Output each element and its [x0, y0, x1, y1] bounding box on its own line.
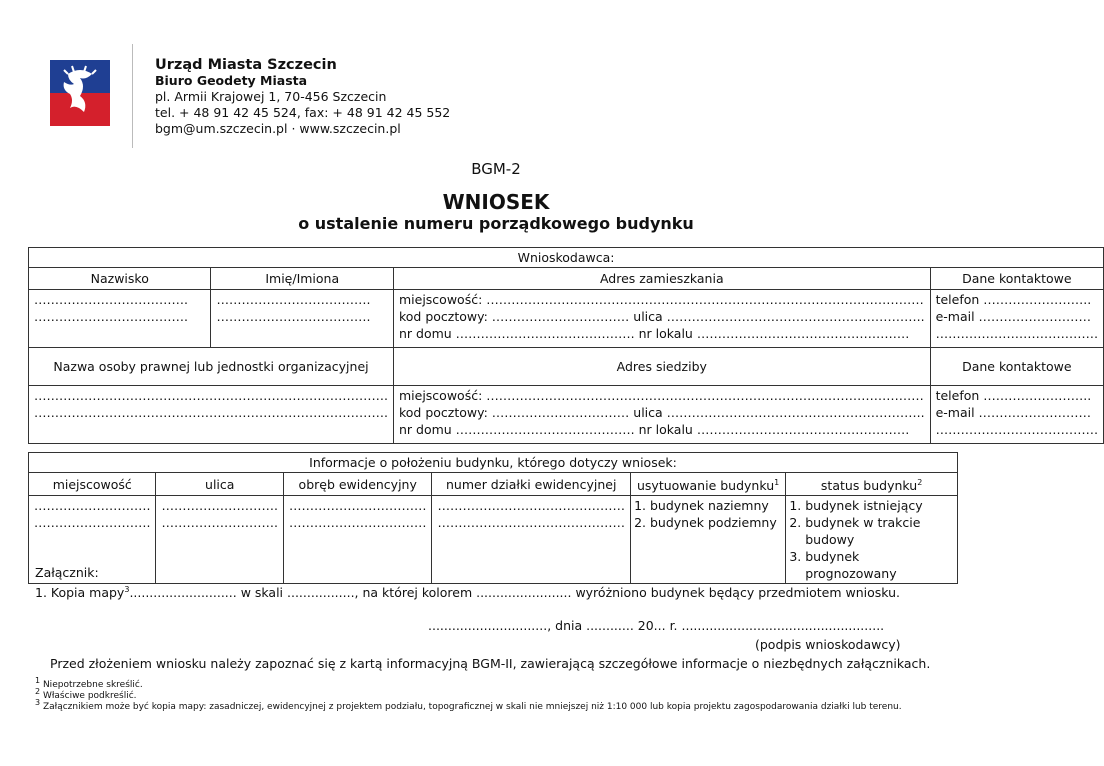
- col-address: Adres zamieszkania: [393, 268, 930, 290]
- contact-field[interactable]: telefon …………………….. e-mail ……………………… …………………………………: [930, 290, 1104, 348]
- col-contact-2: Dane kontaktowe: [930, 348, 1104, 386]
- building-header: Informacje o położeniu budynku, którego dotyczy wniosek:: [29, 453, 958, 473]
- col-district: obręb ewidencyjny: [283, 473, 432, 496]
- name-field[interactable]: ………………………………. ……………………………….: [211, 290, 394, 348]
- office-address: pl. Armii Krajowej 1, 70-456 Szczecin: [155, 89, 387, 104]
- col-surname: Nazwisko: [29, 268, 211, 290]
- surname-field[interactable]: ………………………………. ……………………………….: [29, 290, 211, 348]
- col-street: ulica: [156, 473, 283, 496]
- applicant-header: Wnioskodawca:: [29, 248, 1104, 268]
- option-under-construction[interactable]: 2. budynek w trakcie budowy: [805, 514, 952, 548]
- option-planned[interactable]: 3. budynek prognozowany: [805, 548, 952, 582]
- attachment-label: Załącznik:: [35, 565, 99, 580]
- residence-address-field[interactable]: miejscowość: …………………………………………………………………………………………… kod pocztowy: …………………………… ulica …………………………………………………….. nr domu ……………………………………. nr lokalu ……………………………………………: [393, 290, 930, 348]
- district-field[interactable]: …………………………… ……………………………: [283, 496, 432, 584]
- col-plot: numer działki ewidencyjnej: [432, 473, 631, 496]
- info-note: Przed złożeniem wniosku należy zapoznać się z kartą informacyjną BGM-II, zawierającą szczegółowe informacje o niezbędnych załącznikach.: [50, 656, 931, 671]
- signature-caption: (podpis wnioskodawcy): [755, 637, 901, 652]
- footnote-2: $^2$ Właściwe podkreślić.: [35, 687, 137, 701]
- attachment-item: 1. Kopia mapy$^3$........................... w skali ................., na której kolorem ........................ wyróżniono budynek będący przedmiotem wniosku.: [35, 585, 901, 601]
- contact-field-2[interactable]: telefon …………………….. e-mail ……………………… …………………………………: [930, 386, 1104, 444]
- form-title: WNIOSEK: [442, 190, 550, 214]
- signature-line[interactable]: .............................., dnia ............ 20... r. ...................................................: [428, 618, 885, 633]
- col-contact: Dane kontaktowe: [930, 268, 1104, 290]
- footnote-3: $^3$ Załącznikiem może być kopia mapy: zasadniczej, ewidencyjnej z projektem podziału, topograficznej w skali nie mniejszej niż 1:10 000 lub kopia projektu zagospodarowania działki lub terenu.: [35, 698, 902, 712]
- office-name: Urząd Miasta Szczecin: [155, 57, 337, 73]
- office-dept: Biuro Geodety Miasta: [155, 73, 308, 88]
- city-field[interactable]: ………………………. ……………………….: [29, 496, 156, 584]
- option-underground[interactable]: 2. budynek podziemny: [650, 514, 780, 531]
- street-field[interactable]: ………………………. ……………………….: [156, 496, 283, 584]
- office-phone: tel. + 48 91 42 45 524, fax: + 48 91 42 45 552: [155, 105, 451, 120]
- office-contact: bgm@um.szczecin.pl · www.szczecin.pl: [155, 121, 401, 136]
- col-city: miejscowość: [29, 473, 156, 496]
- footnote-1: $^1$ Niepotrzebne skreślić.: [35, 676, 143, 690]
- option-above-ground[interactable]: 1. budynek naziemny: [650, 497, 780, 514]
- seat-address-field[interactable]: miejscowość: …………………………………………………………………………………………… kod pocztowy: …………………………… ulica …………………………………………………….. nr domu ……………………………………. nr lokalu ……………………………………………: [393, 386, 930, 444]
- header-divider: [132, 44, 133, 148]
- col-legal-entity: Nazwa osoby prawnej lub jednostki organizacyjnej: [29, 348, 394, 386]
- office-header: [155, 57, 450, 137]
- applicant-table: [28, 247, 1104, 444]
- col-name: Imię/Imiona: [211, 268, 394, 290]
- city-coat-of-arms-logo: [50, 60, 110, 126]
- form-code: BGM-2: [471, 160, 521, 178]
- plot-field[interactable]: ……………………………………… ………………………………………: [432, 496, 631, 584]
- form-subtitle: o ustalenie numeru porządkowego budynku: [298, 214, 694, 233]
- col-seat-address: Adres siedziby: [393, 348, 930, 386]
- legal-entity-field[interactable]: …………………………………………………………………………. ………………………………………………………………………….: [29, 386, 394, 444]
- col-location: usytuowanie budynku$^1$: [630, 473, 785, 496]
- option-existing[interactable]: 1. budynek istniejący: [805, 497, 952, 514]
- attachment-section: [35, 564, 900, 601]
- col-status: status budynku$^2$: [786, 473, 958, 496]
